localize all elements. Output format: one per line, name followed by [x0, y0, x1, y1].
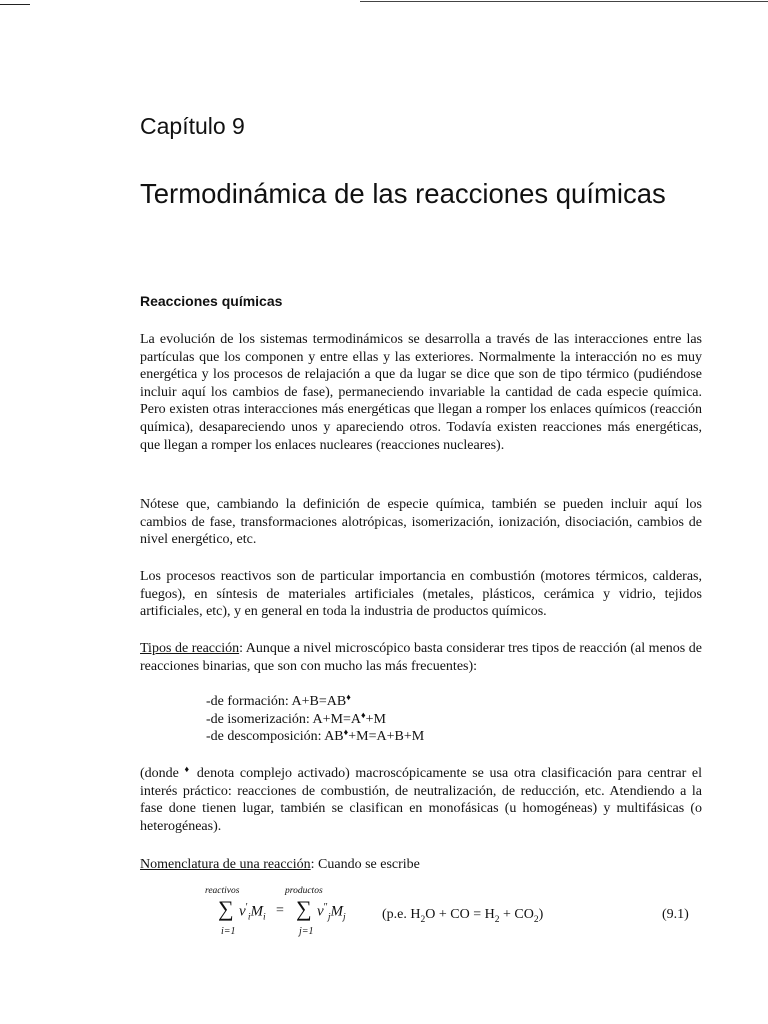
equals-sign: = [276, 903, 284, 918]
reactants-term: $\nu'_iM_i$ [239, 902, 266, 923]
paragraph-nomenclature [140, 856, 702, 874]
reactants-sum-limit: i=1 [221, 926, 236, 937]
equation-number: (9.1) [662, 907, 689, 922]
paragraph-classification: (donde ♦ denota complejo activado) macroscópicamente se usa otra clasificación para centrar el interés práctico: reacciones de combustión, de neutralización, de reducción, etc. Atendiendo a la fase done tienen lugar, también se clasifican en monofásicas (u homogéneas) y multifásicas (o heterogéneas). [140, 764, 702, 834]
equation-9-1 [0, 886, 768, 946]
top-right-rule [360, 1, 768, 2]
activated-complex-symbol: ♦ [360, 709, 366, 720]
reaction-types-text: : Aunque a nivel microscópico basta considerar tres tipos de reacción (al menos de reacciones binarias, que son con mucho las más frecuentes): [140, 641, 702, 674]
reactants-label: reactivos [205, 886, 240, 896]
activated-complex-symbol: ♦ [343, 727, 349, 738]
paragraph-reaction-types [140, 640, 702, 675]
reactants-sum-symbol: ∑ [218, 896, 234, 921]
activated-complex-symbol: ♦ [184, 764, 192, 774]
products-label: productos [285, 886, 323, 896]
chapter-label: Capítulo 9 [140, 113, 245, 139]
products-term: $\nu''_jM_j$ [317, 902, 346, 923]
section-heading: Reacciones químicas [140, 293, 283, 309]
products-sum-symbol: ∑ [296, 896, 312, 921]
equation-example: (p.e. $H_2O$ + CO = $H_2 + CO_2$) [382, 907, 544, 925]
paragraph-intro: La evolución de los sistemas termodinámicos se desarrolla a través de las interacciones entre las partículas que los componen y entre ellas y las exteriores. Normalmente la interacción no es muy energética y los procesos de relajación a que da lugar se dice que son de tipo térmico (pudiéndose incluir aquí los cambios de fase), permaneciendo invariable la cantidad de cada especie química. Pero existen otras interacciones más energéticas que llegan a romper los enlaces químicos (reacción química), desapareciendo unos y apareciendo otros. Todavía existen reacciones más energéticas, que llegan a romper los enlaces nucleares (reacciones nucleares). [140, 332, 702, 453]
activated-complex-symbol: ♦ [346, 692, 351, 702]
reaction-formation: -de formación: A+B=AB♦ [206, 692, 351, 709]
nomenclature-label: Nomenclatura de una reacción [140, 857, 311, 872]
reaction-types-label: Tipos de reacción [140, 641, 240, 656]
nomenclature-text: : Cuando se escribe [310, 857, 420, 872]
chapter-title: Termodinámica de las reacciones químicas [140, 178, 666, 209]
products-sum-limit: j=1 [299, 926, 314, 937]
paragraph-note: Nótese que, cambiando la definición de especie química, también se pueden incluir aquí los cambios de fase, transformaciones alotrópicas, isomerización, ionización, disociación, cambios de nivel energético, etc. [140, 497, 702, 548]
paragraph-processes: Los procesos reactivos son de particular importancia en combustión (motores térmicos, calderas, fuegos), en síntesis de materiales artificiales (metales, plásticos, cerámica y vidrio, tejidos artificiales, etc), y en general en toda la industria de productos químicos. [140, 569, 702, 620]
reaction-decomposition: -de descomposición: AB♦+M=A+B+M [206, 727, 425, 745]
reaction-list [206, 693, 424, 746]
reaction-isomerization: -de isomerización: A+M=A♦+M [206, 709, 386, 727]
top-left-rule [0, 4, 30, 5]
